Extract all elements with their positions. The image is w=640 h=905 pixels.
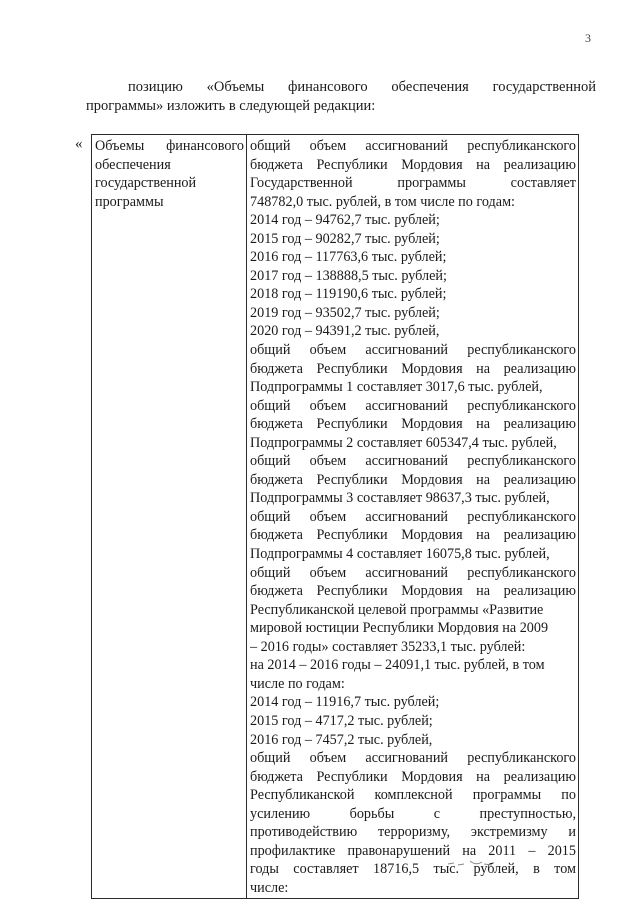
content-line: 2018 год – 119190,6 тыс. рублей;	[250, 286, 447, 303]
content-line: общий объем ассигнований республиканского	[250, 508, 576, 525]
opening-quote-mark: «	[75, 136, 83, 152]
content-line: – 2016 годы» составляет 35233,1 тыс. рублей:	[250, 638, 526, 655]
content-line: мировой юстиции Республики Мордовия на 2009	[250, 620, 549, 637]
content-line: бюджета Республики Мордовия на реализацию	[250, 768, 576, 785]
label-line: программы	[95, 193, 164, 210]
intro-paragraph	[86, 78, 596, 116]
content-line: Республиканской целевой программы «Развитие	[250, 601, 544, 618]
content-line: общий объем ассигнований республиканского	[250, 138, 576, 154]
content-line: 2014 год – 94762,7 тыс. рублей;	[250, 212, 440, 229]
content-line: 748782,0 тыс. рублей, в том числе по годам:	[250, 193, 515, 210]
content-line: Подпрограммы 2 составляет 605347,4 тыс. рублей,	[250, 434, 557, 451]
content-line: 2015 год – 4717,2 тыс. рублей;	[250, 712, 433, 729]
scan-artifact-mark	[446, 858, 496, 868]
content-line: 2016 год – 117763,6 тыс. рублей;	[250, 249, 447, 266]
label-cell	[92, 135, 247, 899]
content-line: Подпрограммы 4 составляет 16075,8 тыс. рублей,	[250, 546, 550, 563]
label-line: государственной	[95, 175, 197, 192]
content-line: Республиканской комплексной программы по	[250, 787, 576, 804]
label-line: Объемы финансового	[95, 138, 244, 154]
content-line: Государственной программы составляет	[250, 175, 576, 192]
content-line: бюджета Республики Мордовия на реализацию	[250, 471, 576, 488]
content-line: бюджета Республики Мордовия на реализацию	[250, 416, 576, 433]
content-line: числе:	[250, 879, 289, 896]
content-line: 2016 год – 7457,2 тыс. рублей,	[250, 731, 433, 748]
content-line: на 2014 – 2016 годы – 24091,1 тыс. рублей, в том	[250, 657, 545, 674]
intro-line-2: программы» изложить в следующей редакции:	[86, 98, 376, 114]
content-line: общий объем ассигнований республиканского	[250, 397, 576, 414]
content-line: 2019 год – 93502,7 тыс. рублей;	[250, 304, 440, 321]
content-line: бюджета Республики Мордовия на реализацию	[250, 360, 576, 377]
content-line: 2020 год – 94391,2 тыс. рублей,	[250, 323, 440, 340]
content-line: бюджета Республики Мордовия на реализацию	[250, 156, 576, 173]
page-number: 3	[585, 31, 591, 45]
intro-line-1: позицию «Объемы финансового обеспечения государственной	[128, 79, 596, 95]
content-line: общий объем ассигнований республиканского	[250, 564, 576, 581]
content-line: профилактике правонарушений на 2011 – 2015	[250, 842, 576, 859]
label-line: обеспечения	[95, 156, 171, 173]
content-line: общий объем ассигнований республиканского	[250, 750, 576, 767]
content-line: усилению борьбы с преступностью,	[250, 805, 576, 822]
content-line: Подпрограммы 3 составляет 98637,3 тыс. рублей,	[250, 490, 550, 507]
content-line: бюджета Республики Мордовия на реализацию	[250, 583, 576, 600]
content-line: 2015 год – 90282,7 тыс. рублей;	[250, 230, 440, 247]
content-line: общий объем ассигнований республиканского	[250, 453, 576, 470]
content-line: бюджета Республики Мордовия на реализацию	[250, 527, 576, 544]
content-line: противодействию терроризму, экстремизму и	[250, 824, 576, 841]
content-line: 2017 год – 138888,5 тыс. рублей;	[250, 267, 447, 284]
content-line: годы составляет 18716,5 тыс. рублей, в том	[250, 861, 576, 878]
content-line: Подпрограммы 1 составляет 3017,6 тыс. рублей,	[250, 379, 543, 396]
content-line: общий объем ассигнований республиканского	[250, 342, 576, 359]
financing-table	[91, 134, 579, 899]
content-line: 2014 год – 11916,7 тыс. рублей;	[250, 694, 440, 711]
content-line: числе по годам:	[250, 675, 345, 692]
table-row	[92, 135, 579, 899]
content-cell	[247, 135, 579, 899]
